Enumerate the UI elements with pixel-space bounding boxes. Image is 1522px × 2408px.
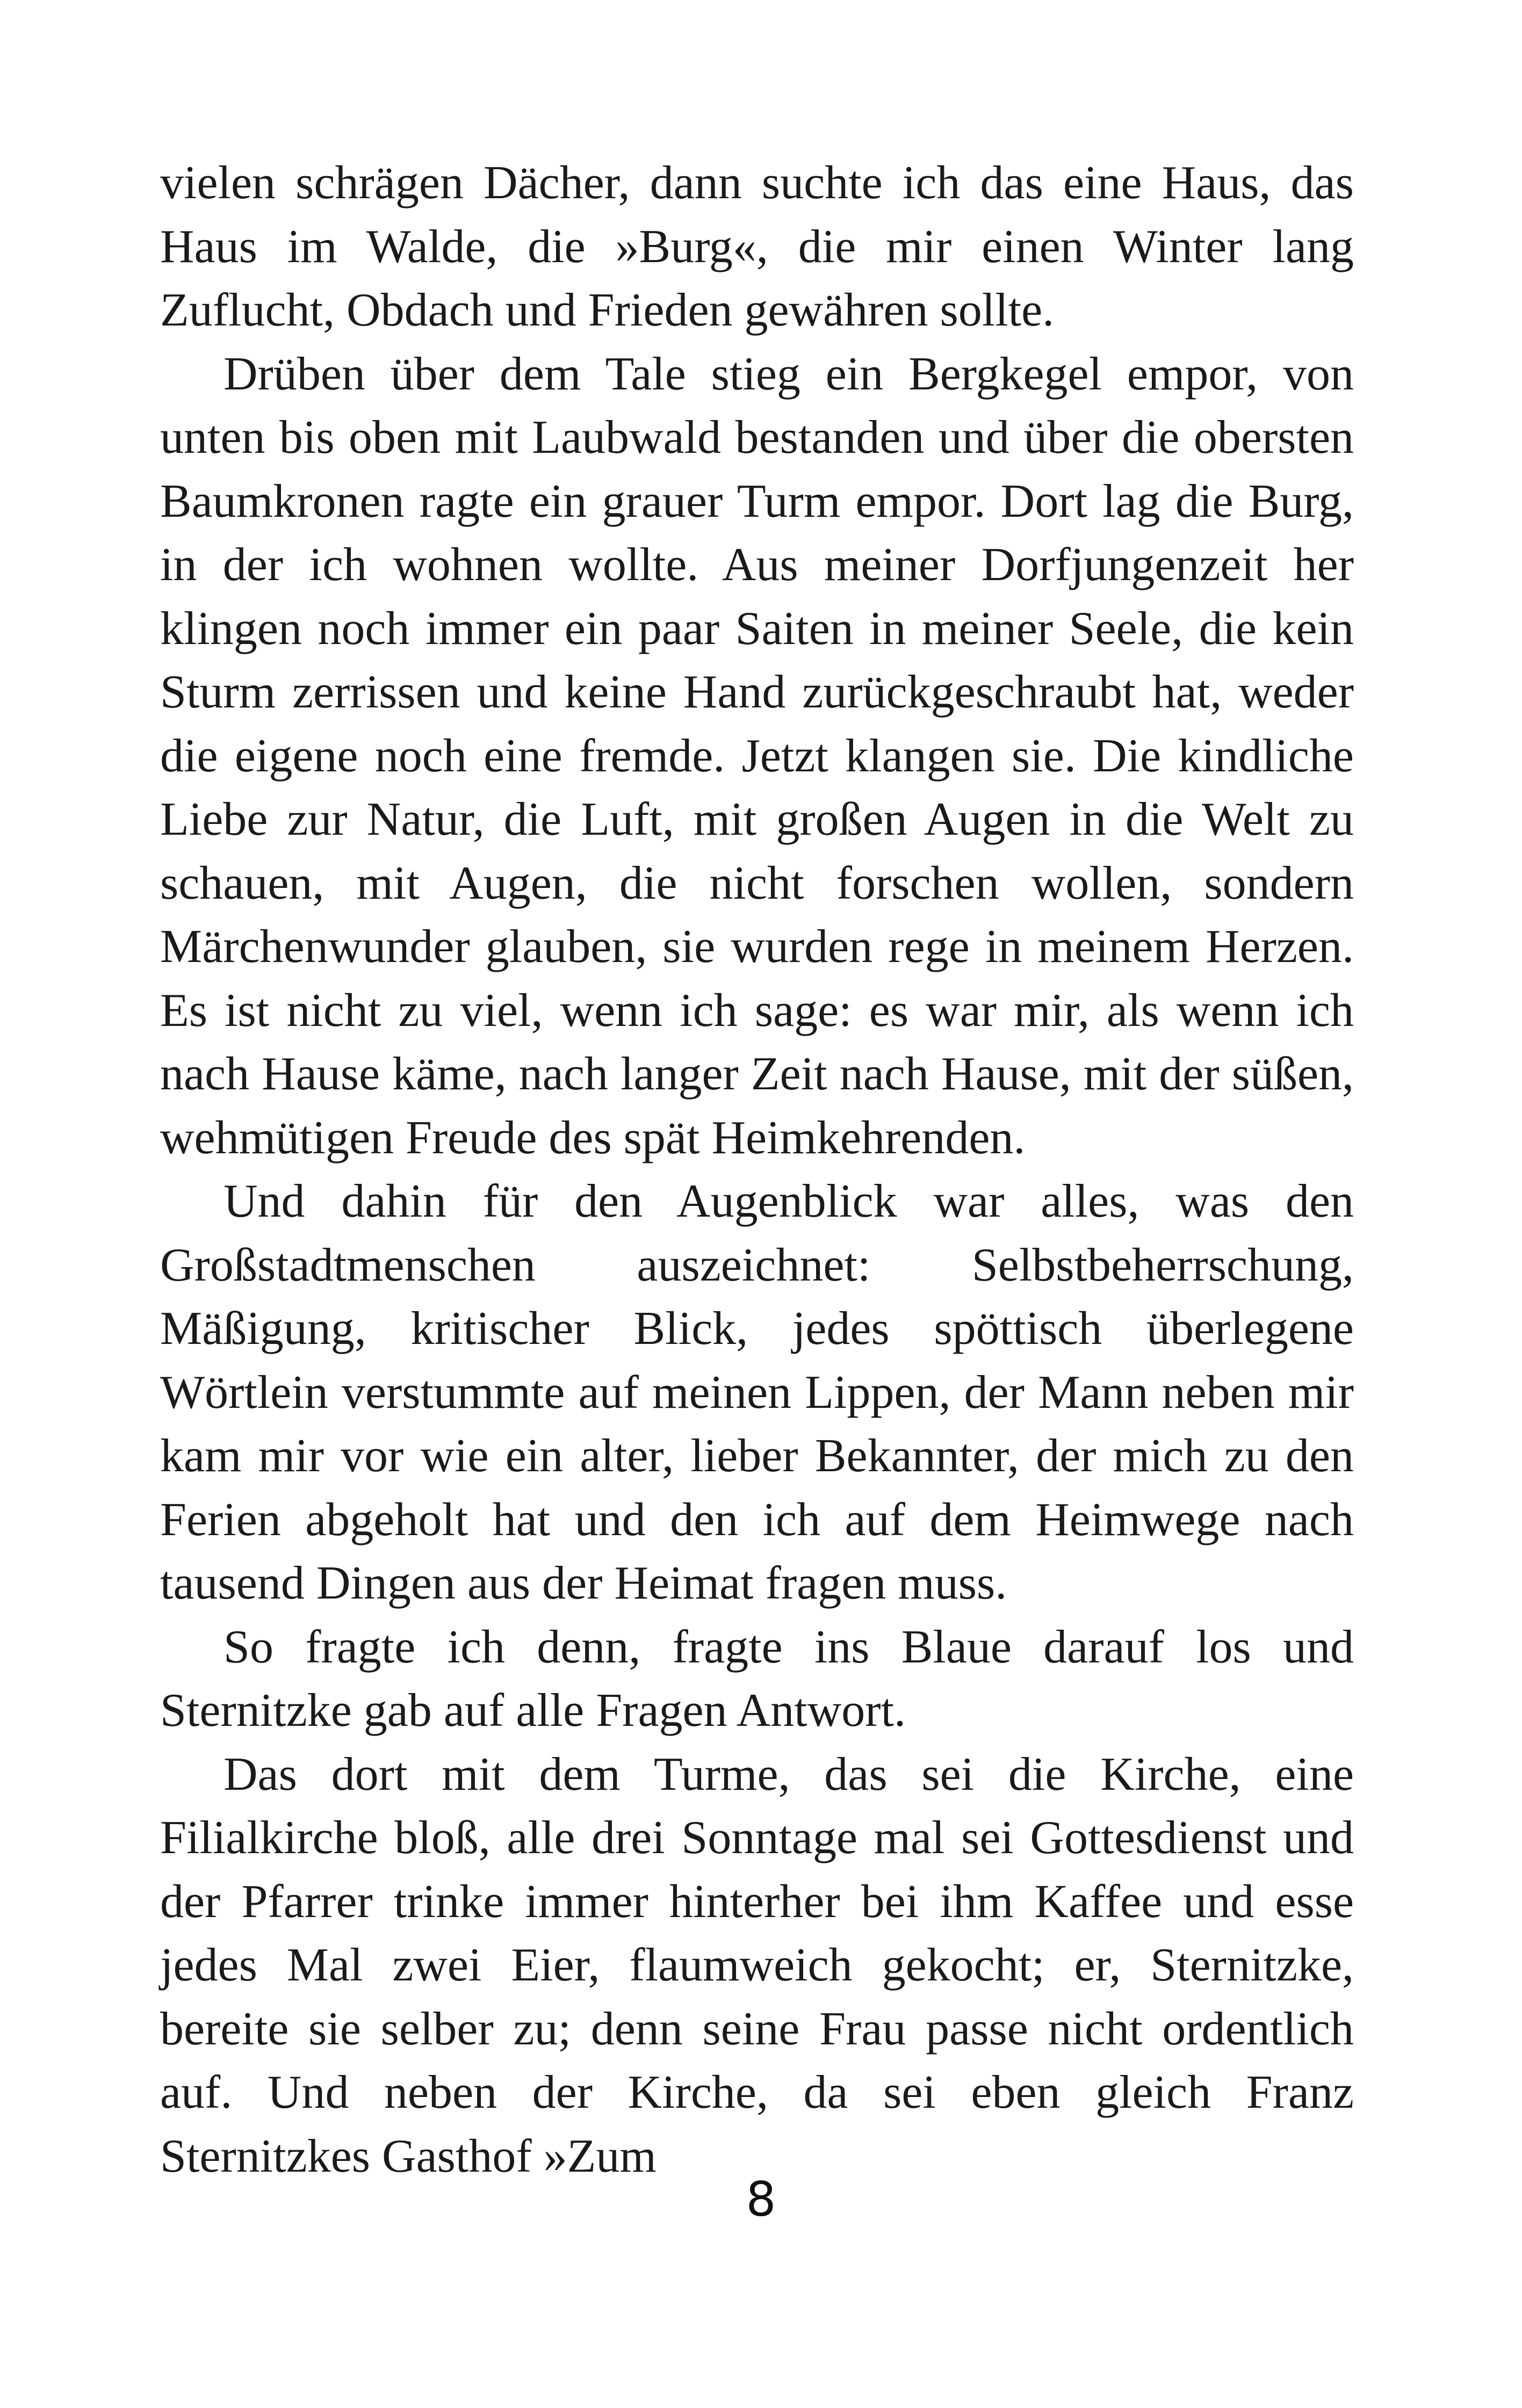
paragraph-2: Drüben über dem Tale stieg ein Bergkegel empor, von unten bis oben mit Laubwald bestanden und über die obersten Baumkronen ragte ein grauer Turm empor. Dort lag die Burg, in der ich wohnen wollte. Aus meiner Dorfjungenzeit her klingen noch immer ein paar Saiten in meiner Seele, die kein Sturm zerrissen und keine Hand zurückgeschraubt hat, weder die eigene noch eine fremde. Jetzt klangen sie. Die kindliche Liebe zur Natur, die Luft, mit großen Augen in die Welt zu schauen, mit Augen, die nicht forschen wollen, sondern Märchenwunder glauben, sie wurden rege in meinem Herzen. Es ist nicht zu viel, wenn ich sage: es war mir, als wenn ich nach Hause käme, nach langer Zeit nach Hause, mit der süßen, wehmütigen Freude des spät Heimkehrenden. [160, 348, 1354, 1164]
paragraph-4: So fragte ich denn, fragte ins Blaue darauf los und Sternitzke gab auf alle Fragen Antwort. [160, 1621, 1354, 1737]
body-text [160, 151, 1354, 2188]
paragraph-3: Und dahin für den Augenblick war alles, was den Großstadtmenschen auszeichnet: Selbstbeherrschung, Mäßigung, kritischer Blick, jedes spöttisch überlegene Wörtlein verstummte auf meinen Lippen, der Mann neben mir kam mir vor wie ein alter, lieber Bekannter, der mich zu den Ferien abgeholt hat und den ich auf dem Heimwege nach tausend Dingen aus der Heimat fragen muss. [160, 1175, 1354, 1609]
paragraph-1: vielen schrägen Dächer, dann suchte ich das eine Haus, das Haus im Walde, die »Burg«, die mir einen Winter lang Zuflucht, Obdach und Frieden gewähren sollte. [160, 157, 1354, 336]
paragraph-5: Das dort mit dem Turme, das sei die Kirche, eine Filialkirche bloß, alle drei Sonntage mal sei Gottesdienst und der Pfarrer trinke immer hinterher bei ihm Kaffee und esse jedes Mal zwei Eier, flaumweich gekocht; er, Sternitzke, bereite sie selber zu; denn seine Frau passe nicht ordentlich auf. Und neben der Kirche, da sei eben gleich Franz Sternitzkes Gasthof »Zum [160, 1748, 1354, 2182]
page-number: 8 [746, 2172, 776, 2227]
